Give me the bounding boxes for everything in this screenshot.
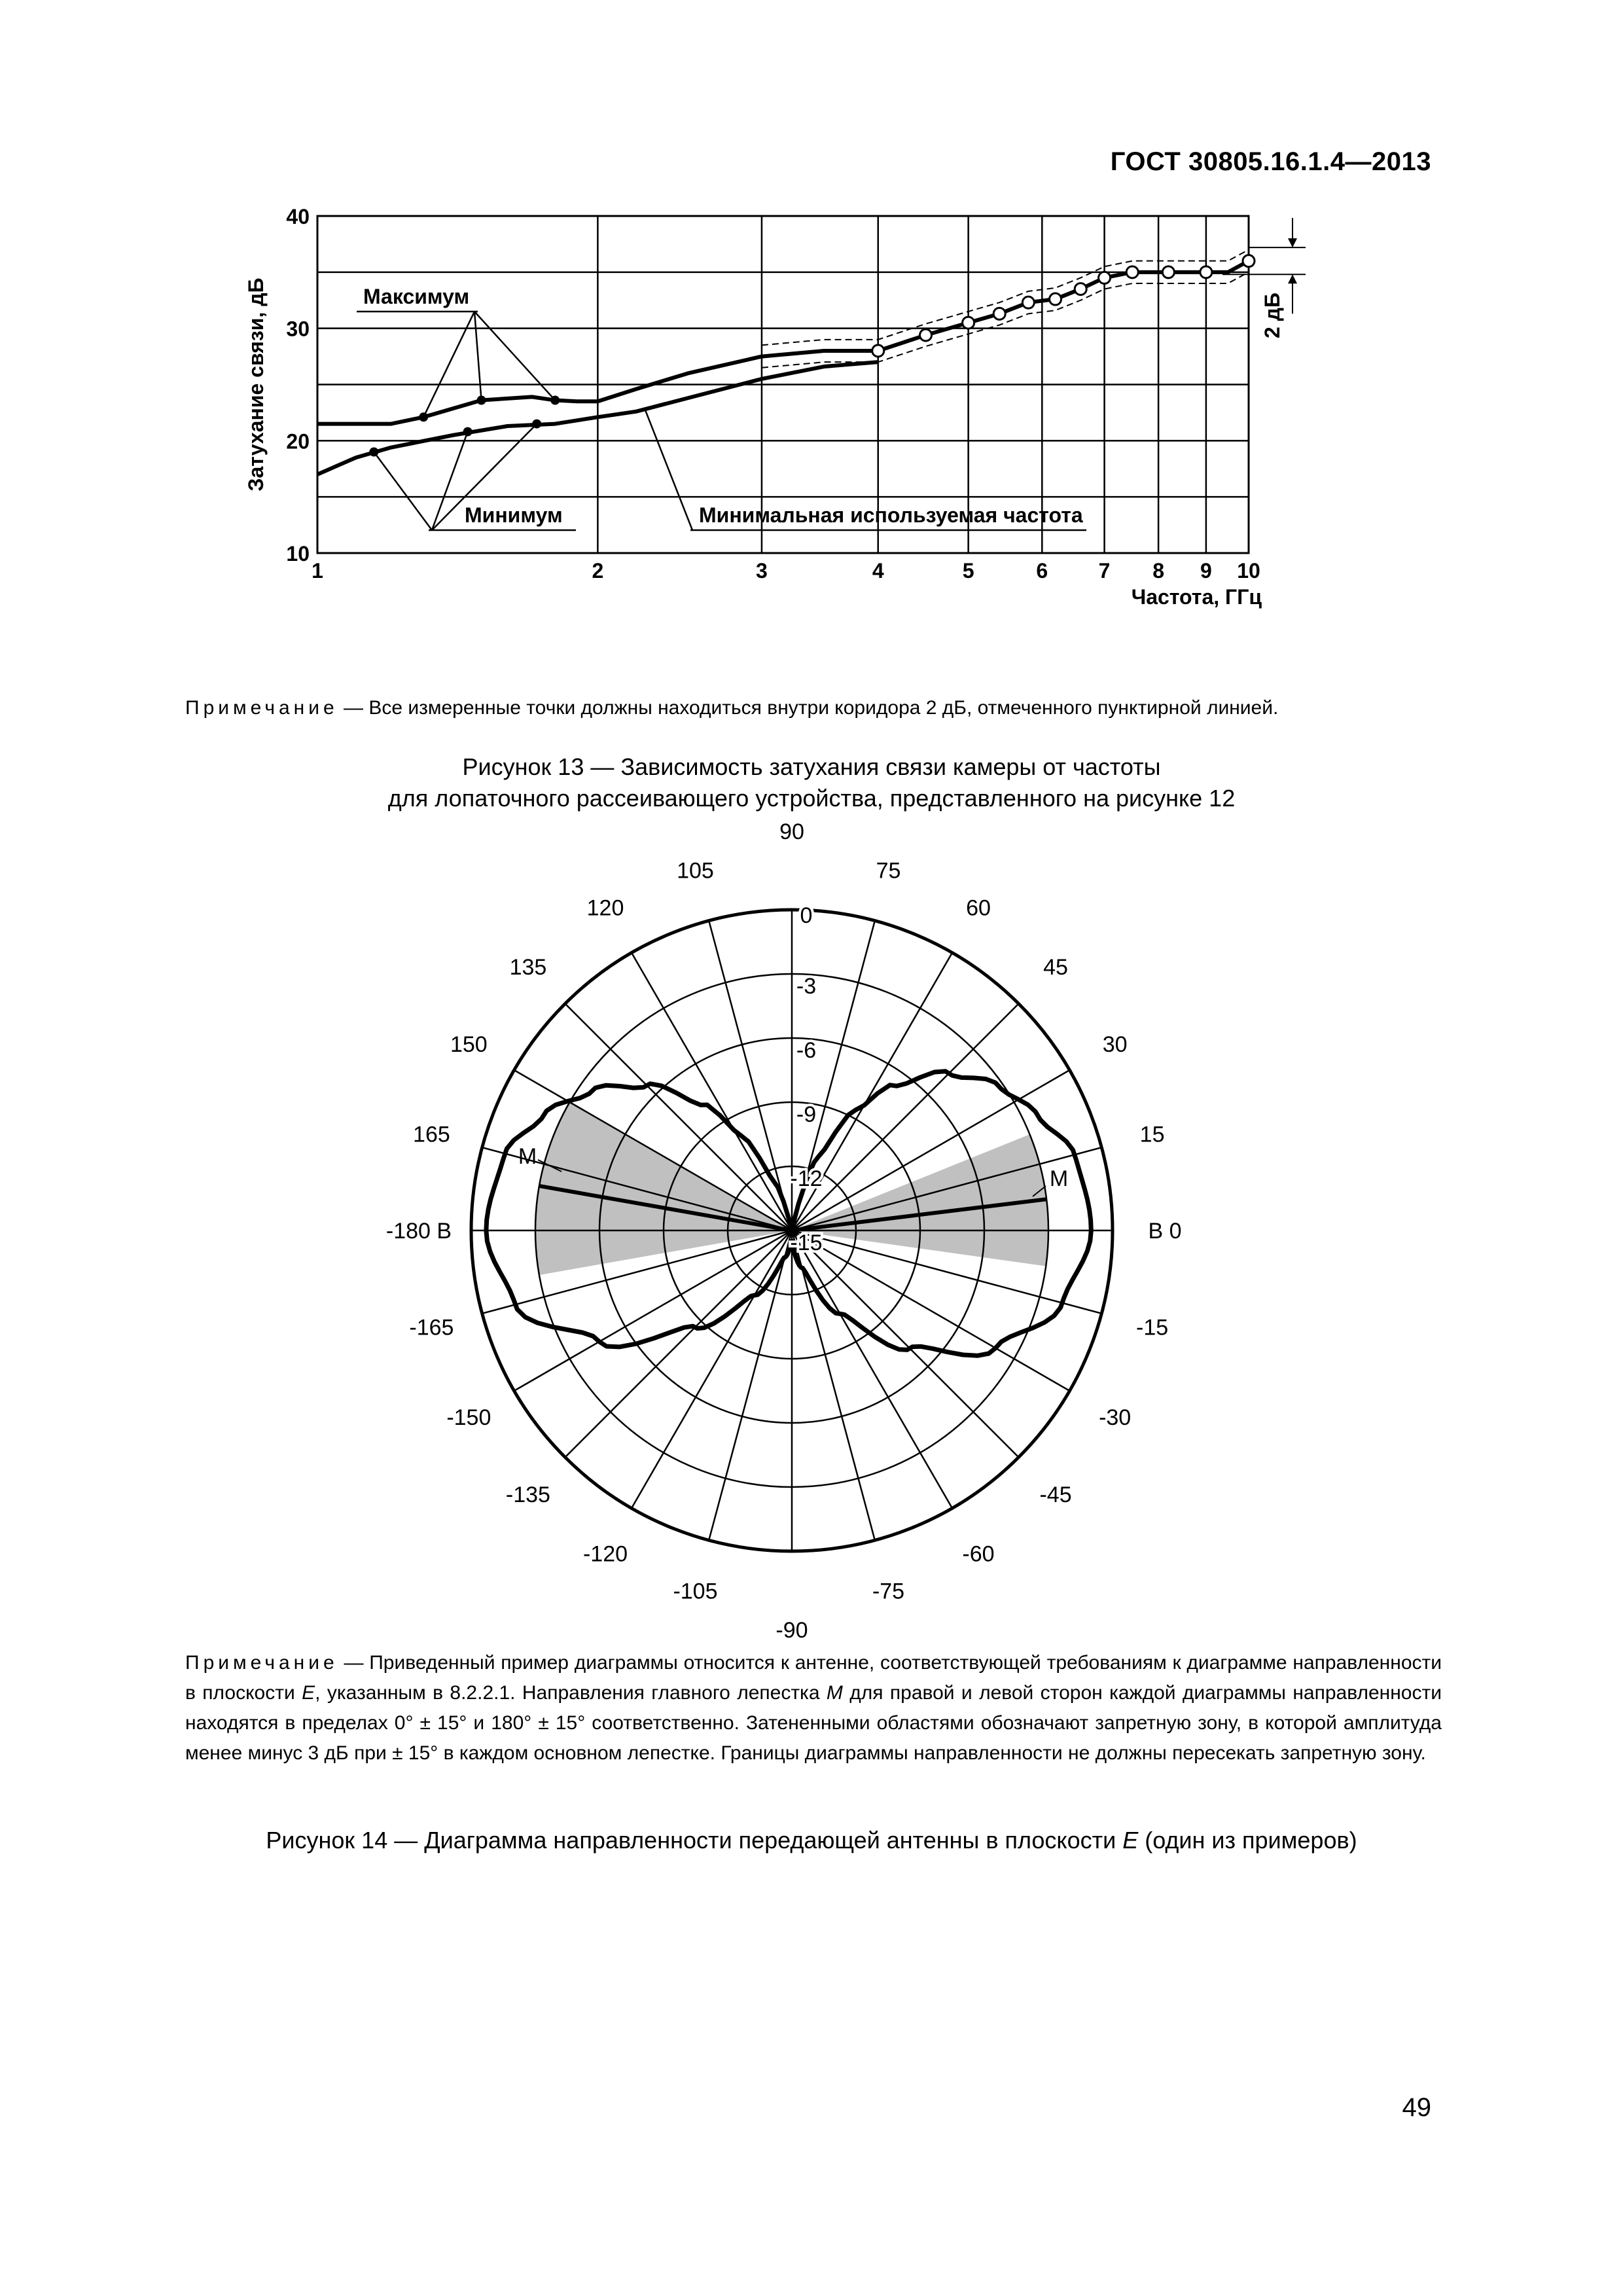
caption2-part2: (один из примеров) <box>1138 1827 1357 1854</box>
angle-label: 120 <box>586 895 624 921</box>
main-lobe-label-right: M <box>1049 1166 1069 1191</box>
angle-label: -30 <box>1099 1405 1132 1430</box>
angle-label: -165 <box>409 1315 454 1340</box>
main-lobe-label-left: M <box>518 1144 537 1169</box>
radial-tick-label: -15 <box>790 1230 823 1255</box>
angle-label: -15 <box>1136 1315 1169 1340</box>
angle-label: -150 <box>446 1405 491 1430</box>
y-tick-label: 10 <box>286 542 310 565</box>
x-tick-label: 7 <box>1098 559 1111 583</box>
caption-line-2: для лопаточного рассеивающего устройства, представленного на рисунке 12 <box>387 785 1236 812</box>
angle-label: -60 <box>962 1541 995 1567</box>
caption-line-1: Рисунок 13 — Зависимость затухания связи камеры от частоты <box>462 753 1161 780</box>
radial-tick-label: 0 <box>800 903 813 928</box>
x-tick-label: 8 <box>1152 559 1164 583</box>
angle-label: 90 <box>779 819 804 844</box>
annotation-2db: 2 дБ <box>1260 293 1284 338</box>
figure-14-caption <box>0 1825 1623 1856</box>
note2-m: M <box>826 1682 843 1704</box>
angle-label: 60 <box>966 895 991 921</box>
note2-part2: , указанным в 8.2.2.1. Направления главного лепестка <box>315 1682 827 1704</box>
angle-label: -120 <box>582 1541 628 1567</box>
angle-label: 135 <box>509 954 547 980</box>
angle-label: -90 <box>776 1618 808 1643</box>
y-axis-label: Затухание связи, дБ <box>244 278 268 492</box>
angle-label: 165 <box>413 1122 450 1147</box>
polar-spoke <box>792 1230 1018 1457</box>
annotation-minimum: Минимум <box>465 503 563 527</box>
x-tick-label: 6 <box>1036 559 1048 583</box>
x-tick-label: 1 <box>312 559 323 583</box>
angle-label: 105 <box>677 858 714 884</box>
polar-spoke <box>792 1230 875 1540</box>
page-number: 49 <box>1402 2093 1431 2122</box>
radial-tick-label: -6 <box>796 1038 817 1063</box>
x-tick-label: 5 <box>962 559 974 583</box>
caption2-part1: Рисунок 14 — Диаграмма направленности передающей антенны в плоскости <box>266 1827 1123 1854</box>
angle-label: -75 <box>872 1579 905 1604</box>
angle-label: 45 <box>1043 954 1068 980</box>
polar-spoke <box>632 1230 792 1508</box>
annotation-min-frequency: Минимальная используемая частота <box>699 503 1083 527</box>
y-tick-label: 20 <box>286 429 310 454</box>
note2-e: E <box>302 1682 315 1704</box>
polar-spoke <box>709 921 792 1230</box>
x-axis-label: Частота, ГГц <box>1131 585 1262 609</box>
note2-part1: — Приведенный пример диаграммы относится к антенне, соответствующей требованиям к диаграмме направленности в плоскости <box>185 1652 1442 1704</box>
note2-prefix: Примечание <box>185 1652 338 1674</box>
radial-tick-label: -12 <box>790 1166 823 1191</box>
note-figure-14 <box>185 1648 1442 1768</box>
angle-label: -45 <box>1039 1482 1072 1508</box>
y-tick-label: 40 <box>286 205 310 228</box>
note2-part3: для правой и левой сторон каждой диаграммы направленности находятся в пределах 0° ± 15° и 180° ± 15° соответственно. Затененными областями обозначают запретную зону, в которой амплитуда менее минус 3 дБ при ± 15° в каждом основном лепестке. Границы диаграммы направленности не должны пересекать запретную зону. <box>185 1682 1442 1764</box>
x-tick-label: 9 <box>1200 559 1212 583</box>
note-text: — Все измеренные точки должны находиться внутри коридора 2 дБ, отмеченного пунктирной линией. <box>338 697 1279 719</box>
angle-label: -105 <box>673 1579 718 1604</box>
forbidden-zone <box>535 1102 792 1275</box>
angle-label: 15 <box>1139 1122 1165 1147</box>
polar-spoke <box>792 1230 952 1508</box>
caption2-e: E <box>1122 1827 1139 1854</box>
standard-header: ГОСТ 30805.16.1.4—2013 <box>1110 147 1431 176</box>
forbidden-zone <box>792 1134 1048 1266</box>
note-prefix: Примечание <box>185 697 338 719</box>
angle-label: В 0 <box>1148 1219 1182 1244</box>
x-tick-label: 2 <box>592 559 604 583</box>
x-tick-label: 10 <box>1237 559 1260 583</box>
y-tick-label: 30 <box>286 317 310 341</box>
angle-label: -180 В <box>385 1219 452 1244</box>
angle-label: 75 <box>876 858 901 884</box>
annotation-maximum: Максимум <box>363 285 470 308</box>
x-tick-label: 3 <box>756 559 768 583</box>
angle-label: 30 <box>1102 1032 1128 1057</box>
radial-tick-label: -3 <box>796 974 817 999</box>
angle-label: -135 <box>505 1482 550 1508</box>
angle-label: 150 <box>450 1032 488 1057</box>
polar-spoke <box>709 1230 792 1540</box>
radial-tick-label: -9 <box>796 1102 817 1127</box>
x-tick-label: 4 <box>872 559 884 583</box>
